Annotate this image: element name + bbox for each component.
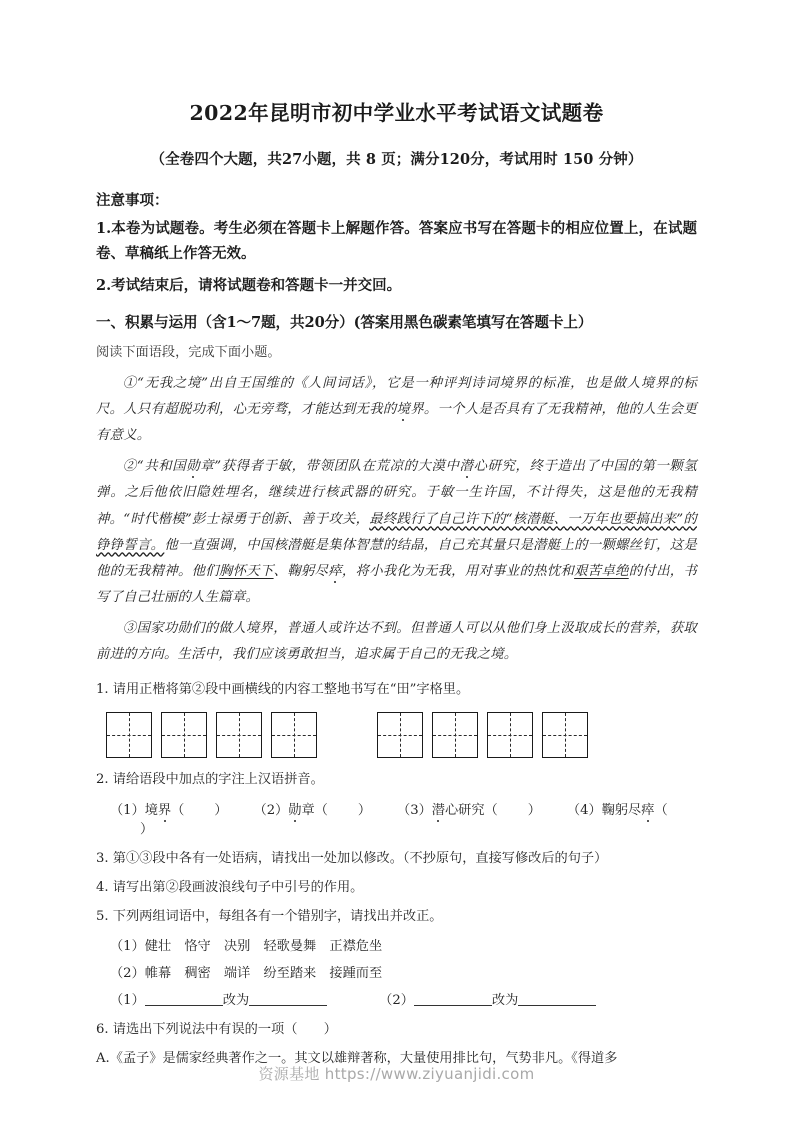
q5-answer-label-1: （1）	[110, 992, 145, 1008]
tianzige-cell[interactable]	[377, 712, 423, 758]
question-5-stem: 5. 下列两组词语中，每组各有一个错别字，请找出并改正。	[96, 908, 443, 924]
question-4: 4. 请写出第②段画波浪线句子中引号的作用。	[96, 879, 364, 895]
paragraph-marker-3: ③	[122, 621, 137, 637]
p2-text-6: ，将小我化为无我，用对事业的热忱和	[341, 563, 575, 579]
q2-item-2: （2）勋章（ ）	[253, 802, 372, 818]
p2-text-7: 的付出，书写了自己壮丽的人生篇章。	[96, 563, 697, 605]
tianzige-group-left	[106, 712, 317, 758]
p2-text-1: “共和国	[136, 459, 187, 475]
p2-text-2: 章”获得者于敏，带领团队在荒凉的大漠中	[200, 459, 460, 475]
question-3: 3. 第①③段中各有一处语病，请找出一处加以修改。（不抄原句，直接写修改后的句子）	[96, 850, 608, 866]
tianzige-cell[interactable]	[161, 712, 207, 758]
p2-underlined-phrase-2: 艰苦卓绝	[574, 563, 629, 579]
q2-item-4: （4）鞠躬尽瘁（）	[140, 802, 668, 837]
q2-item-1: （1）境界（ ）	[110, 802, 228, 818]
page-subtitle: （全卷四个大题，共27小题，共 8 页；满分120分，考试用时 150 分钟）	[150, 151, 643, 168]
question-5-word-row-2: （2）帷幕 稠密 端详 纷至踏来 接踵而至	[110, 965, 383, 981]
tianzige-cell[interactable]	[216, 712, 262, 758]
passage-paragraph-2	[96, 449, 697, 611]
question-1: 1. 请用正楷将第②段中画横线的内容工整地书写在“田”字格里。	[96, 682, 470, 698]
q2-item-3: （3）潜心研究（ ）	[397, 802, 541, 818]
tianzige-cell[interactable]	[271, 712, 317, 758]
p1-text-2: 界。一个人是否具有了无我精神，他的人生会更有意义。	[96, 401, 698, 444]
section-heading-one: 一、积累与运用（含1～7题，共20分）(答案用黑色碳素笔填写在答题卡上）	[96, 313, 593, 331]
p2-wavy-underlined-text: 最终践行了自己许下的“核潜艇、一万年也要搞出来”的铮铮誓言。	[96, 511, 697, 553]
p1-text-1: “无我之境”出自王国维的《人间词话》，它是一种评判诗词境界的标准，也是做人境界的标尺。人只有超脱功利，心无旁骛，才能达到无我的	[96, 375, 697, 417]
question-5-answer-row	[96, 981, 697, 1008]
passage-paragraph-3	[96, 611, 697, 668]
q5-change-label-2: 改为	[491, 992, 519, 1008]
notice-heading: 注意事项：	[96, 192, 169, 209]
tianzige-group-right	[377, 712, 588, 758]
p2-text-5: 、鞠躬尽	[273, 563, 329, 579]
paragraph-marker-2: ②	[122, 459, 137, 475]
q5-answer-label-2: （2）	[379, 992, 414, 1008]
tianzige-cell[interactable]	[487, 712, 533, 758]
p2-text-4: 他一直强调，中国核潜艇是集体智慧的结晶，自己充其量只是潜艇上的一颗螺丝钉，这是他的无我精神。他们	[96, 537, 698, 579]
passage-paragraph-1	[96, 366, 697, 449]
p2-dotted-char-1: 勋	[186, 459, 201, 475]
watermark: 资源基地 https://www.ziyuanjidi.com	[258, 1065, 535, 1083]
tianzige-grid-row	[96, 700, 697, 758]
p2-dotted-char-2: 潜	[459, 459, 474, 475]
q5-blank-1a[interactable]	[145, 1005, 223, 1006]
p1-dotted-char-1: 境	[396, 401, 411, 417]
tianzige-cell[interactable]	[106, 712, 152, 758]
q5-change-label-1: 改为	[222, 992, 250, 1008]
q5-blank-1b[interactable]	[249, 1005, 327, 1006]
section-lead-text: 阅读下面语段，完成下面小题。	[96, 344, 281, 360]
page-title: 2022年昆明市初中学业水平考试语文试题卷	[189, 101, 604, 125]
p3-text-1: 国家功勋们的做人境界，普通人或许达不到。但普通人可以从他们身上汲取成长的营养，获取前进的方向。生活中，我们应该勇敢担当，追求属于自己的无我之境。	[96, 621, 698, 663]
tianzige-cell[interactable]	[432, 712, 478, 758]
p2-dotted-char-3: 瘁	[328, 563, 342, 579]
p2-underlined-phrase-1: 胸怀天下	[218, 563, 274, 579]
notice-item-1: 1.本卷为试题卷。考生必须在答题卡上解题作答。答案应书写在答题卡的相应位置上，在试题卷、草稿纸上作答无效。	[96, 220, 697, 262]
question-5-word-row-1: （1）健壮 恪守 决别 轻歌曼舞 正襟危坐	[110, 938, 383, 954]
tianzige-cell[interactable]	[542, 712, 588, 758]
question-6-stem: 6. 请选出下列说法中有误的一项（ ）	[96, 1021, 337, 1037]
paragraph-marker-1: ①	[122, 375, 137, 391]
question-2-items	[96, 791, 697, 837]
q5-blank-2b[interactable]	[518, 1005, 596, 1006]
reading-passage	[96, 360, 697, 669]
question-2-stem: 2. 请给语段中加点的字注上汉语拼音。	[96, 772, 324, 788]
notice-item-2: 2.考试结束后，请将试题卷和答题卡一并交回。	[96, 276, 402, 294]
question-6-option-a[interactable]: A.《孟子》是儒家经典著作之一。其文以雄辩著称，大量使用排比句，气势非凡。《得道多	[96, 1051, 618, 1067]
p2-text-3: 心研究，终于造出了中国的第一颗氢弹。之后他依旧隐姓埋名，继续进行核武器的研究。于敏一生许国，不计得失，这是他的无我精神。“时代楷模”彭士禄勇于创新、善于攻关，	[96, 459, 698, 527]
q5-blank-2a[interactable]	[414, 1005, 492, 1006]
